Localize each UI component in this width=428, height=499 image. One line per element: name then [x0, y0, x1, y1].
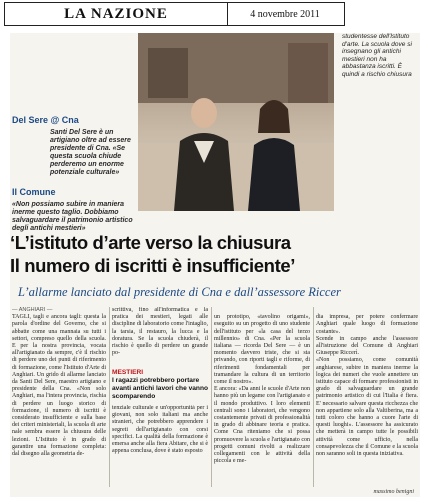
article-column-2a: [112, 307, 208, 363]
sidebar-quote-del-sere: Santi Del Sere è un artigiano oltre ad essere presidente di Cna. «Se questa scuola chiude perderemo un enorme potenziale culturale»: [50, 129, 131, 176]
headline-line-2: Il numero di iscritti è insufficiente’: [10, 255, 295, 276]
photo-del-sere-riccerì: [138, 33, 334, 211]
article-column-2b: [112, 405, 208, 487]
masthead: [4, 2, 424, 26]
article-column-1: [12, 307, 106, 487]
newspaper-brand: LA NAZIONE: [4, 2, 228, 26]
author-signature: massimo benigni: [373, 489, 414, 495]
column-divider: [313, 307, 314, 487]
article-text-2: scrittiva, fino all'informatica e la pratica dei mestieri, legati alle discipline di laboratorio come l'intaglio, la tarsia, il restauro, la lucca e la doratura. Se la scuola chiuderà, il rischio è quello di perdere un grande po-: [112, 307, 208, 357]
box-tag: MESTIERI: [112, 369, 144, 376]
sidebar-tag-comune: Il Comune: [12, 187, 56, 197]
sidebar-tag-cna: Del Sere @ Cna: [12, 115, 79, 125]
article-text-3: un prototipo, «tavolino origami», eseguito su un progetto di uno studente dell'istituto per «la casa del terzo millennio» di Cna. «Per la scuola italiana — ricorda Del Sere — è un momento davvero triste, che si sta privando, con riporti tagli e riforme, di riferimenti fondamentali per tramandare la cultura di un territorio come il nostro». E ancora: «Da anni le scuole d'Arte non hanno più un legame con l'artigianato e il mondo produttivo. I loro elementi centrali sono i laboratori, che vengono costantemente privati di professionalità in grado di abbinare teoria e pratica. Come Cna riteniamo che si possa promuovere la scuola e l'artigianato con progetti comuni rivolti a realizzare collegamenti con le attività della piccola e me-: [214, 314, 310, 465]
article-column-3: [214, 307, 310, 487]
article-text-4: dia impresa, per potere confermare Anghiari quale luogo di formazione costante». Scende in campo anche l'assessore all'istruzione del Comune di Anghiari Giuseppe Riccerì. «Non possiamo, come comunità anghiarese, subire in maniera inerme la logica dei numeri che vuole annettere un istituto capace di formare professionisti in grado di salvaguardare un grande patrimonio artistico di cui l'Italia è fiera. E' necessario salvare questa ricchezza che non appartiene solo alla Valtiberina, ma a tutti coloro che hanno a cuore l'arte di questi luoghi». L'assessore ha assicurato che metterà in campo tutte le possibili attività come ufficio, nella consapevolezza che il Comune e la scuola non saranno soli in questa iniziativa.: [316, 314, 418, 458]
box-title: I ragazzi potrebbero portare avanti antichi lavori che vanno scomparendo: [112, 377, 209, 400]
photo-caption: studentesse dell'Istituto d'arte. La scuola dove si insegnano gli antichi mestieri non ha abbastanza iscritti. È quindi a rischio chiusura: [342, 33, 412, 78]
dateline: — ANGHIARI —: [12, 307, 53, 313]
column-divider: [109, 307, 110, 487]
kicker: L’allarme lanciato dal presidente di Cna e dall’assessore Riccer: [18, 285, 341, 299]
newspaper-clipping: [10, 33, 420, 497]
box-mestieri: [112, 369, 208, 401]
sidebar-quote-comune: «Non possiamo subire in maniera inerme questo taglio. Dobbiamo salvaguardare il patrimonio artistico degli antichi mestieri»: [12, 201, 133, 232]
publication-date: 4 novembre 2011: [226, 2, 345, 26]
article-text-2b: tenziale culturale e un'opportunità per i giovani, non solo italiani ma anche stranieri, che potrebbero apprendere i segreti dell'artigianato con corsi specifici. La qualità della formazione è emersa anche alla fiera Abitare, che si è appena conclusa, dove è stato esposto: [112, 405, 208, 455]
article-text-1: TAGLI, tagli e ancora tagli: questa la parola d'ordine del Governo, che si abbatte come una mannaia su tutti i settori, compreso quello della scuola. E per la nostra provincia, vocata all'artigianato da sempre, c'è il rischio di perdere uno dei punti di riferimento di formazione, come l'Istituto d'Arte di Anghiari. Un grido di allarme lanciato da Santi Del Sere, maestro artigiano e presidente della Cna. «Non solo Anghiari, ma l'intera provincia, rischia di perdere un luogo storico di formazione, il numero di iscritti è considerato insufficiente e sulla base dei criteri ministeriali, la scuola di arte nale sembra essere la chiusura delle lezioni. L'Istituto è in grado di garantire una formazione completa: dal disegno alla geometria de-: [12, 314, 106, 458]
article-column-4: [316, 307, 418, 479]
column-divider: [211, 307, 212, 487]
headline-line-1: ‘L’istituto d’arte verso la chiusura: [10, 232, 291, 253]
